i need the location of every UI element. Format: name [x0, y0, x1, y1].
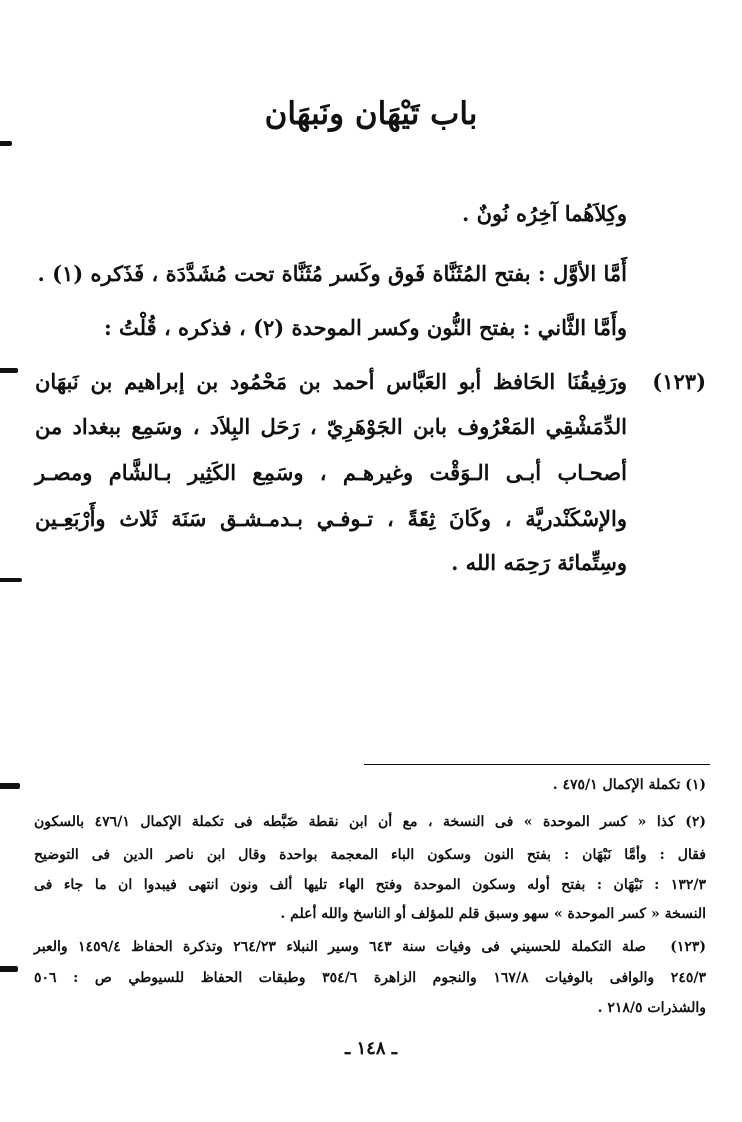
footnote-2-line: (٢) كذا « كسر الموحدة » فى النسخة ، مع أن ابن نقطة ضَبَّطه فى تكملة الإكمال ٤٧٦/١ بالسكون — [34, 814, 706, 830]
page-number: ـ ١٤٨ ـ — [344, 1038, 398, 1059]
scan-edge-mark — [0, 368, 18, 373]
entry-number: (١٢٣) — [652, 369, 706, 394]
entry-line: ورَفِيقُنَا الحَافظ أبو العَبَّاس أحمد بن مَحْمُود بن إبراهيم بن نَبهَان — [35, 369, 627, 394]
entry-line: أصحـاب أبـى الـوَقْت وغيرهـم ، وسَمِع الكَثِير بـالشَّام ومصـر — [35, 460, 627, 485]
footnote-divider — [364, 764, 710, 765]
scan-edge-mark — [0, 141, 12, 146]
footnote-1: (١) تكملة الإكمال ٤٧٥/١ . — [552, 777, 706, 793]
scan-edge-mark — [0, 578, 22, 582]
footnote-2-line: ١٣٢/٣ : نَبْهَان : بفتح أوله وسكون الموحدة وفتح الهاء تليها ألف ونون انتهى فيبدوا ان ما جاء فى — [34, 877, 706, 893]
entry-line: الدِّمَشْقِي المَعْرُوف بابن الجَوْهَرِيّ ، رَحَل البِلاَد ، وسَمِع ببغداد من — [35, 414, 627, 439]
intro-line: وأَمَّا الثَّاني : بفتح النُّون وكسر الموحدة (٢) ، فذكره ، قُلْتُ : — [103, 315, 627, 340]
footnote-2-line: فقال : وأمَّا نَبْهَان : بفتح النون وسكون الباء المعجمة بواحدة وقال ابن ناصر الدين فى التوضيح — [34, 847, 706, 863]
scan-edge-mark — [0, 966, 18, 972]
footnote-123-line: صلة التكملة للحسيني فى وفيات سنة ٦٤٣ وسير النبلاء ٢٦٤/٢٣ وتذكرة الحفاظ ١٤٥٩/٤ والعبر — [34, 939, 647, 955]
intro-line: وكِلاَهُما آخِرُه نُونٌ . — [461, 201, 627, 226]
entry-line: والإسْكَنْدريَّة ، وكَانَ ثِقَةً ، تـوفـي بـدمـشـق سَنَة ثَلاث وأَرْبَعِـين — [35, 506, 627, 531]
footnote-123-number: (١٢٣) — [670, 939, 706, 955]
footnote-123-line: ٢٤٥/٣ والوافى بالوفيات ١٦٧/٨ والنجوم الزاهرة ٣٥٤/٦ وطبقات الحفاظ للسيوطي ص : ٥٠٦ — [34, 970, 706, 986]
footnote-123-line: والشذرات ٢١٨/٥ . — [597, 1000, 706, 1016]
intro-line: أَمَّا الأوَّل : بفتح المُثَنَّاة فَوق وكَسر مُثَنَّاة تحت مُشَدَّدَة ، فَذَكره (١) . — [37, 261, 627, 286]
chapter-title: باب تَيْهَان ونَبهَان — [264, 96, 478, 132]
footnote-2-line: النسخة « كسر الموحدة » سهو وسبق قلم للمؤلف أو الناسخ والله أعلم . — [280, 906, 706, 922]
scan-edge-mark — [0, 783, 20, 789]
entry-line: وسِتِّمائة رَحِمَه الله . — [451, 550, 627, 575]
